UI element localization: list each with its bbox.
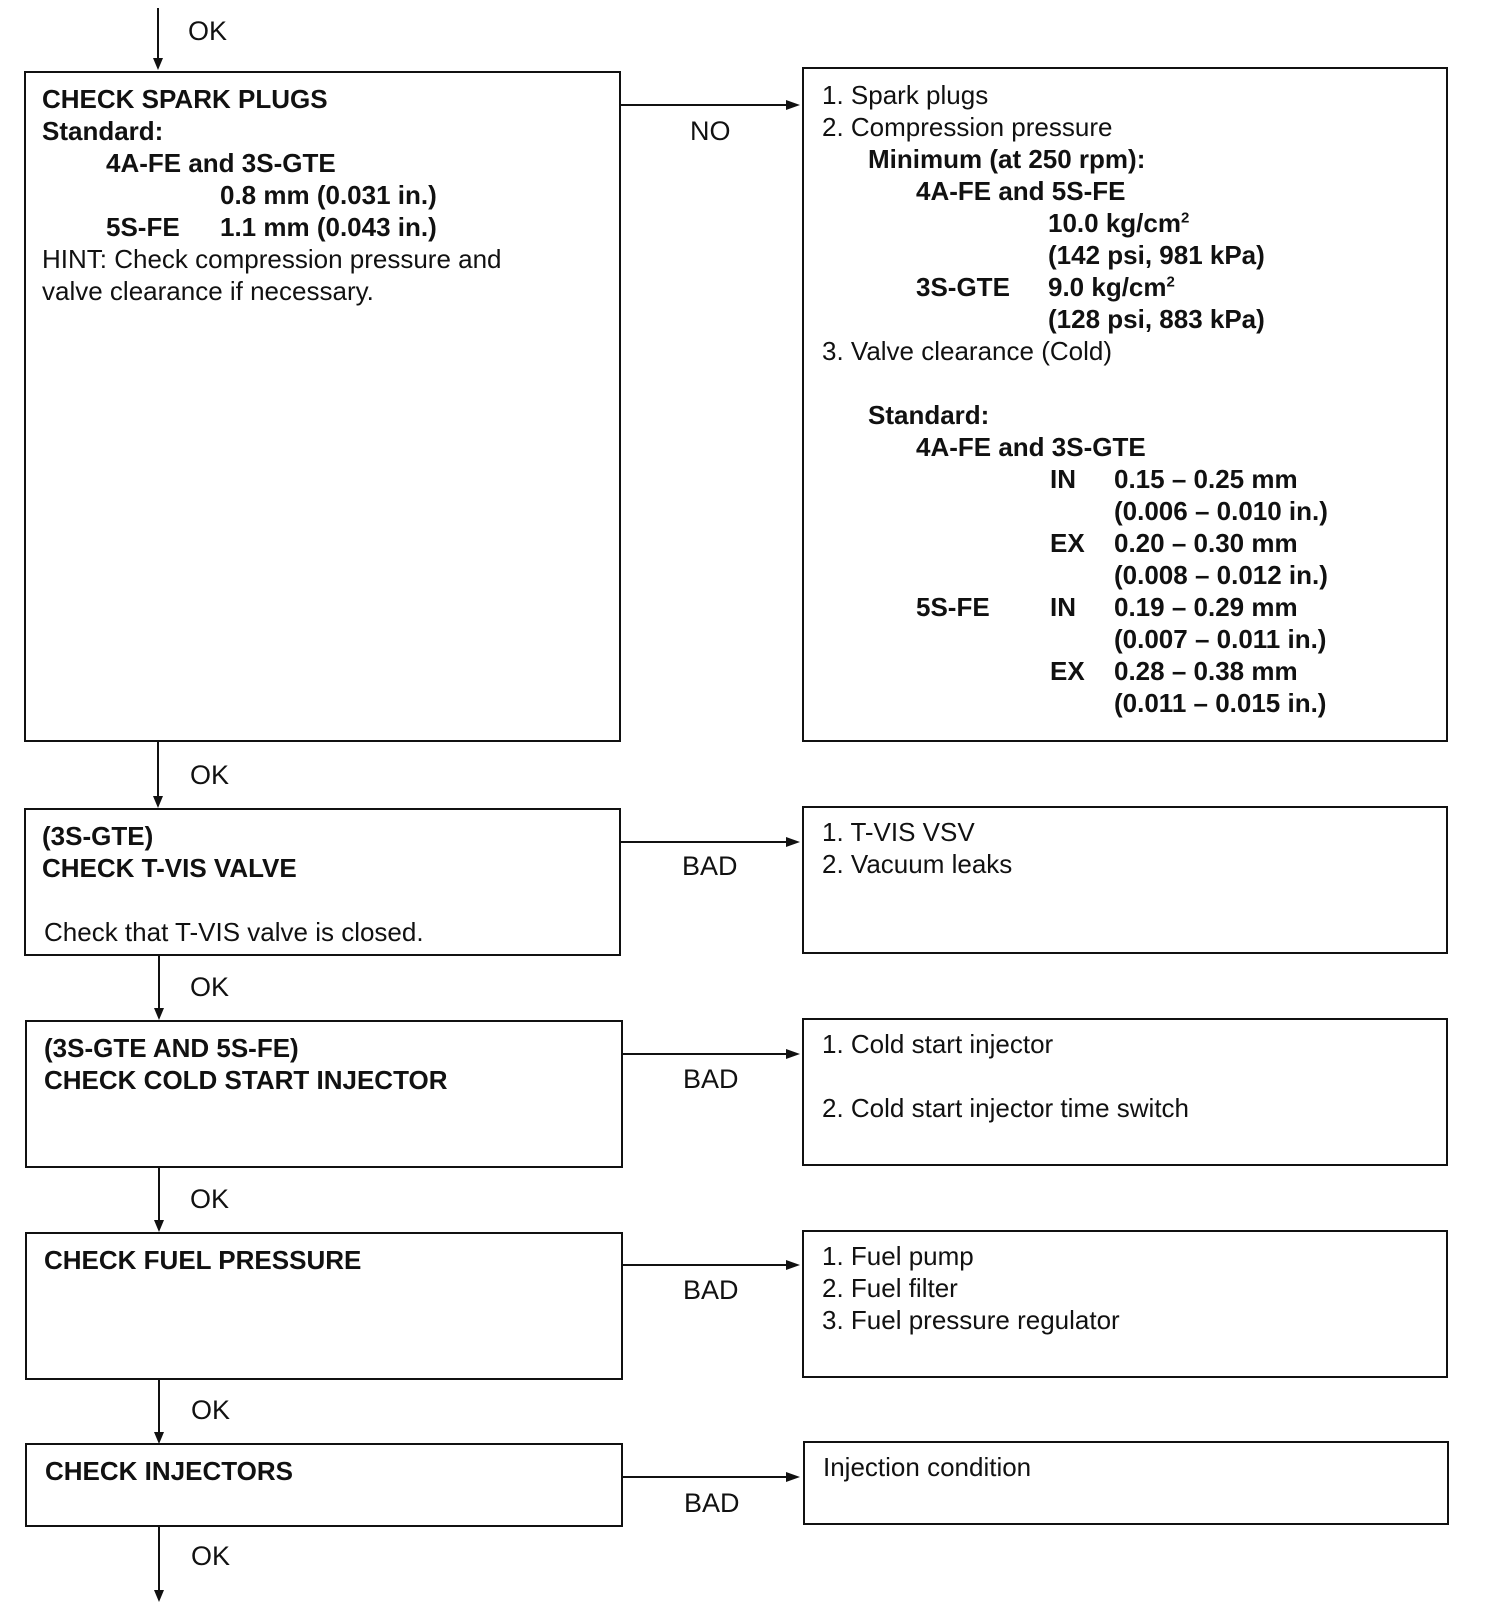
hint-text: valve clearance if necessary. (42, 276, 374, 306)
pressure-value: 9.0 $kg/cm^2$ (1048, 272, 1175, 302)
t-vis-causes-box (802, 806, 1448, 954)
cause-item: 1. Fuel pump (822, 1241, 974, 1271)
bad-connector (623, 1264, 787, 1266)
clearance-alt: (0.011 – 0.015 in.) (1114, 688, 1327, 718)
engine-label: 5S-FE (916, 592, 990, 622)
minimum-heading: Minimum (at 250 rpm): (868, 144, 1146, 174)
check-cold-start-injector-box (25, 1020, 623, 1168)
cause-item: 2. Cold start injector time switch (822, 1093, 1190, 1123)
cause-item: 2. Vacuum leaks (822, 849, 1013, 879)
ok-label-3: OK (190, 972, 230, 1002)
ok-label-6: OK (191, 1541, 231, 1571)
clearance-alt: (0.006 – 0.010 in.) (1114, 496, 1328, 526)
arrow-right-icon (786, 837, 800, 847)
gap-value: 1.1 mm (0.043 in.) (220, 212, 437, 242)
flow-line (158, 956, 160, 1010)
cause-item: 3. Fuel pressure regulator (822, 1305, 1120, 1335)
no-label: NO (690, 116, 731, 146)
fuel-pressure-causes-box (802, 1230, 1448, 1378)
step-title: CHECK SPARK PLUGS (42, 84, 328, 114)
arrow-down-icon (153, 58, 163, 70)
bad-label: BAD (682, 851, 738, 881)
in-label: IN (1050, 464, 1076, 494)
bad-label: BAD (683, 1064, 739, 1094)
step-title: CHECK COLD START INJECTOR (44, 1065, 448, 1095)
engine-label: 4A-FE and 3S-GTE (106, 148, 336, 178)
ok-label-4: OK (190, 1184, 230, 1214)
cause-item: 1. T-VIS VSV (822, 817, 975, 847)
ok-label-2: OK (190, 760, 230, 790)
standard-heading: Standard: (42, 116, 164, 146)
injectors-causes-box (803, 1441, 1449, 1525)
engine-label: 4A-FE and 5S-FE (916, 176, 1126, 206)
check-injectors-box (25, 1443, 623, 1527)
engine-label: 4A-FE and 3S-GTE (916, 432, 1146, 462)
arrow-right-icon (786, 100, 800, 110)
bad-label: BAD (683, 1275, 739, 1305)
pressure-alt: (142 psi, 981 kPa) (1048, 240, 1265, 270)
cause-item: 2. Fuel filter (822, 1273, 958, 1303)
clearance-value: 0.19 – 0.29 mm (1114, 592, 1298, 622)
bad-connector (623, 1053, 787, 1055)
step-qualifier: (3S-GTE) (42, 821, 154, 851)
cause-item: 1. Spark plugs (822, 80, 989, 110)
check-fuel-pressure-box (25, 1232, 623, 1380)
flow-line (158, 1380, 160, 1434)
bad-connector (623, 1476, 787, 1478)
step-qualifier: (3S-GTE AND 5S-FE) (44, 1033, 299, 1063)
engine-label: 3S-GTE (916, 272, 1010, 302)
check-t-vis-valve-box (24, 808, 621, 956)
no-connector (621, 104, 787, 106)
ok-label-5: OK (191, 1395, 231, 1425)
step-title: CHECK T-VIS VALVE (42, 853, 297, 883)
bad-label: BAD (684, 1488, 740, 1518)
clearance-value: 0.28 – 0.38 mm (1114, 656, 1298, 686)
cause-item: 3. Valve clearance (Cold) (822, 336, 1112, 366)
clearance-value: 0.20 – 0.30 mm (1114, 528, 1298, 558)
arrow-down-icon (153, 796, 163, 808)
bad-connector (621, 841, 787, 843)
in-label: IN (1050, 592, 1076, 622)
step-body: Check that T-VIS valve is closed. (44, 917, 424, 947)
clearance-value: 0.15 – 0.25 mm (1114, 464, 1298, 494)
spark-plugs-causes-box (802, 67, 1448, 742)
cold-start-causes-box (802, 1018, 1448, 1166)
pressure-alt: (128 psi, 883 kPa) (1048, 304, 1265, 334)
cause-item: 2. Compression pressure (822, 112, 1113, 142)
pressure-value: 10.0 $kg/cm^2$ (1048, 208, 1190, 238)
arrow-down-icon (154, 1590, 164, 1602)
ex-label: EX (1050, 528, 1085, 558)
check-spark-plugs-box (24, 71, 621, 742)
step-title: CHECK INJECTORS (45, 1456, 294, 1486)
gap-value: 0.8 mm (0.031 in.) (220, 180, 437, 210)
ok-label-1: OK (188, 16, 228, 46)
arrow-down-icon (154, 1220, 164, 1232)
cause-item: Injection condition (823, 1452, 1032, 1482)
hint-text: HINT: Check compression pressure and (42, 244, 502, 274)
clearance-alt: (0.008 – 0.012 in.) (1114, 560, 1328, 590)
ex-label: EX (1050, 656, 1085, 686)
arrow-right-icon (786, 1472, 800, 1482)
arrow-right-icon (786, 1260, 800, 1270)
flow-line (158, 1168, 160, 1222)
step-title: CHECK FUEL PRESSURE (44, 1245, 362, 1275)
standard-heading: Standard: (868, 400, 990, 430)
clearance-alt: (0.007 – 0.011 in.) (1114, 624, 1327, 654)
arrow-down-icon (154, 1008, 164, 1020)
arrow-right-icon (786, 1049, 800, 1059)
flow-line (157, 742, 159, 798)
flow-line-bottom (158, 1527, 160, 1593)
cause-item: 1. Cold start injector (822, 1029, 1054, 1059)
flow-line-top (157, 8, 159, 60)
engine-label: 5S-FE (106, 212, 180, 242)
